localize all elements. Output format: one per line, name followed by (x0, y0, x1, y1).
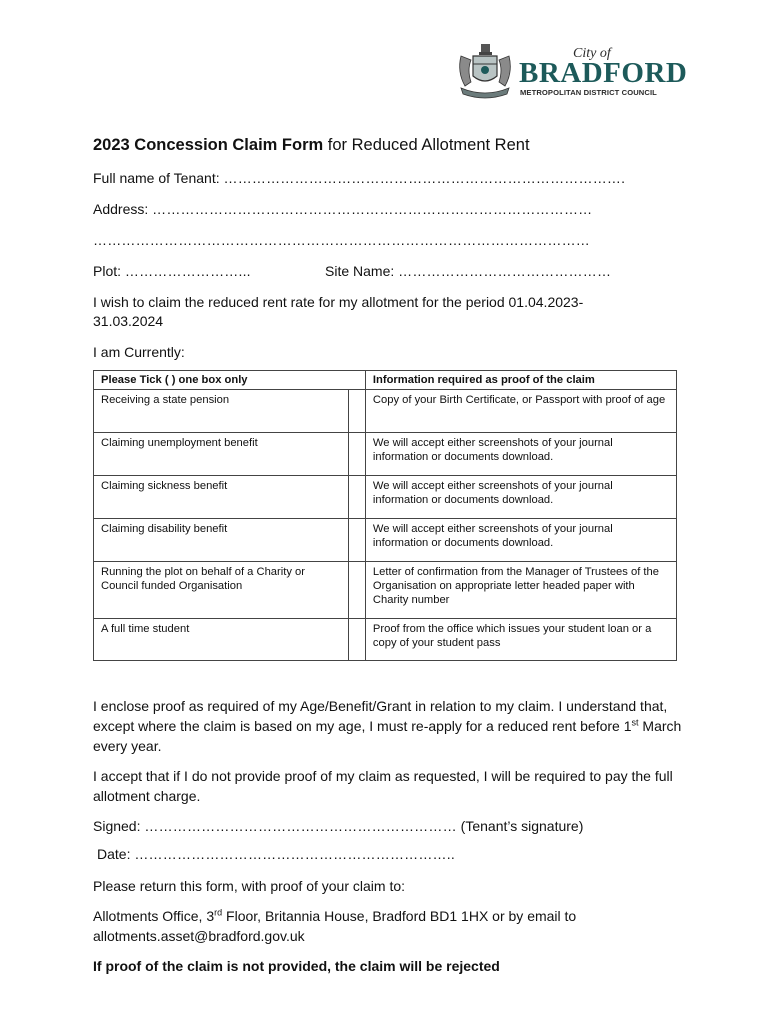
signed-dots: ………………………………………………………… (144, 818, 457, 834)
table-row (94, 562, 677, 619)
option-label: A full time student (94, 619, 349, 661)
form-lower (93, 696, 683, 986)
return-address-b: Floor, Britannia House, Bradford BD1 1HX or by email to allotments.asset@bradford.gov.uk (93, 908, 577, 944)
proof-text: We will accept either screenshots of your journal information or documents download. (365, 433, 676, 476)
form-title (93, 136, 683, 155)
return-address (93, 906, 683, 946)
site-name-field[interactable] (325, 262, 611, 293)
address-label: Address: (93, 201, 149, 217)
return-address-a: Allotments Office, 3 (93, 908, 215, 924)
tick-box[interactable] (349, 433, 366, 476)
logo-city-text: City of (573, 46, 611, 61)
date-dots: ………………………………………………………….. (134, 846, 455, 862)
concession-table (93, 370, 677, 661)
table-row (94, 433, 677, 476)
declaration-text-a: I enclose proof as required of my Age/Benefit/Grant in relation to my claim. I understand that, except where the claim is based on my age, I must re-apply for a reduced rent before 1 (93, 698, 668, 734)
table-row (94, 619, 677, 661)
table-header-row (94, 371, 677, 390)
return-address-sup: rd (214, 907, 223, 918)
tick-box[interactable] (349, 519, 366, 562)
proof-text: Copy of your Birth Certificate, or Passport with proof of age (365, 390, 676, 433)
council-logo (455, 42, 688, 104)
form-title-rest: for Reduced Allotment Rent (323, 136, 530, 154)
date-field[interactable] (93, 844, 683, 872)
form-upper (93, 136, 683, 661)
table-row (94, 519, 677, 562)
form-title-bold: 2023 Concession Claim Form (93, 136, 324, 154)
header-tick: Please Tick ( ) one box only (94, 371, 349, 390)
option-label: Running the plot on behalf of a Charity or Council funded Organisation (94, 562, 349, 619)
site-name-label: Site Name: (325, 263, 395, 279)
proof-text: We will accept either screenshots of your journal information or documents download. (365, 519, 676, 562)
address-dots-2: …………………………………………………………………………………………… (93, 232, 590, 248)
tenant-name-dots: …………………………………………………………………………. (223, 170, 626, 186)
proof-text: Letter of confirmation from the Manager of Trustees of the Organisation on appropriate letter headed paper with Charity number (365, 562, 676, 619)
address-field-line-2[interactable] (93, 231, 683, 262)
full-charge-paragraph: I accept that if I do not provide proof of my claim as requested, I will be required to pay the full allotment charge. (93, 768, 673, 804)
table-row (94, 390, 677, 433)
rejection-warning: If proof of the claim is not provided, the claim will be rejected (93, 958, 500, 974)
signature-field[interactable] (93, 816, 683, 844)
option-label: Receiving a state pension (94, 390, 349, 433)
date-label: Date: (97, 846, 131, 862)
declaration-sup: st (631, 717, 639, 728)
declaration-paragraph (93, 696, 683, 756)
signed-note: (Tenant’s signature) (456, 818, 584, 834)
plot-site-row (93, 262, 683, 293)
logo-subtitle-text: METROPOLITAN DISTRICT COUNCIL (520, 88, 657, 97)
tenant-name-label: Full name of Tenant: (93, 170, 220, 186)
return-instruction: Please return this form, with proof of your claim to: (93, 878, 406, 894)
address-field[interactable] (93, 200, 683, 231)
proof-text: We will accept either screenshots of your journal information or documents download. (365, 476, 676, 519)
logo-name-text: BRADFORD (519, 57, 688, 89)
header-tick-spacer (349, 371, 366, 390)
address-dots: ………………………………………………………………………………… (152, 201, 593, 217)
tick-box[interactable] (349, 562, 366, 619)
proof-text: Proof from the office which issues your student loan or a copy of your student pass (365, 619, 676, 661)
site-name-dots: ……………………………………… (398, 263, 612, 279)
declaration-text-b: March every year. (93, 718, 682, 754)
signed-label: Signed: (93, 818, 141, 834)
plot-label: Plot: (93, 263, 122, 279)
coat-of-arms-icon (455, 42, 515, 102)
option-label: Claiming sickness benefit (94, 476, 349, 519)
currently-label: I am Currently: (93, 344, 185, 360)
tick-box[interactable] (349, 390, 366, 433)
claim-statement: I wish to claim the reduced rent rate for my allotment for the period 01.04.2023-31.03.2024 (93, 294, 584, 329)
tenant-name-field[interactable] (93, 169, 683, 200)
option-label: Claiming unemployment benefit (94, 433, 349, 476)
table-row (94, 476, 677, 519)
tick-box[interactable] (349, 476, 366, 519)
tick-box[interactable] (349, 619, 366, 661)
plot-field[interactable] (93, 262, 325, 293)
option-label: Claiming disability benefit (94, 519, 349, 562)
plot-dots: ……………………... (124, 263, 251, 279)
header-proof: Information required as proof of the claim (365, 371, 676, 390)
